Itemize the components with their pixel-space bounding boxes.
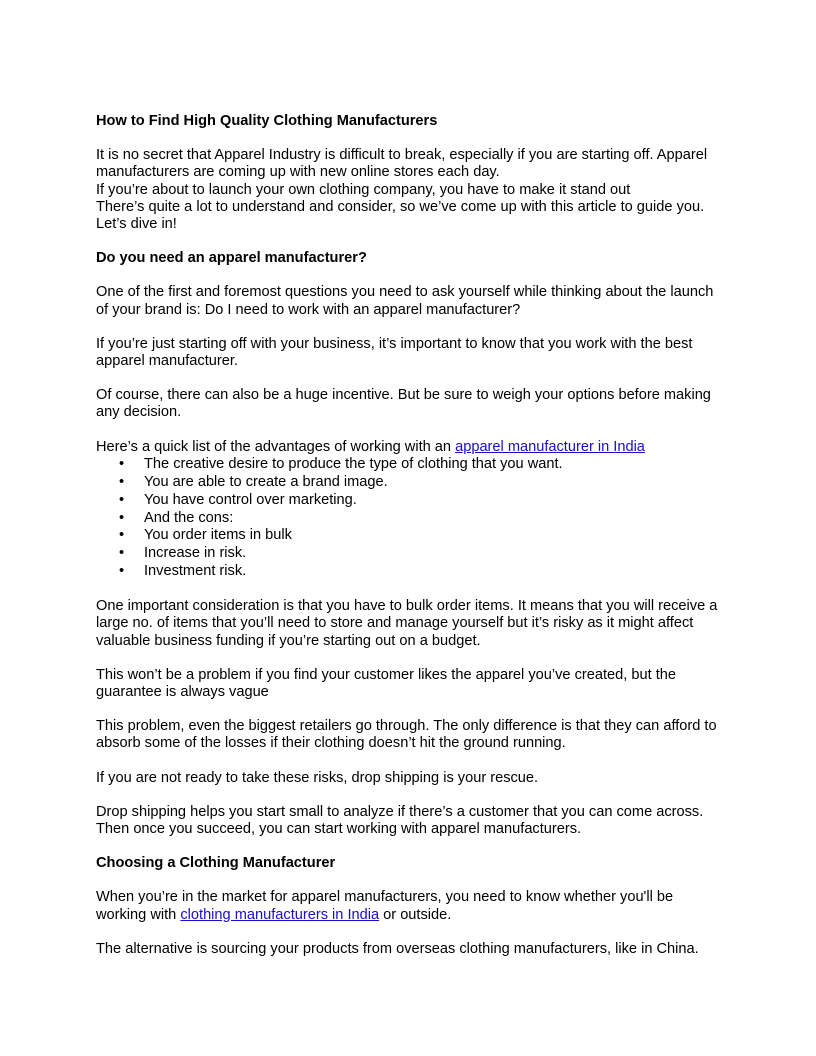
spacer	[96, 753, 720, 770]
bullet-icon: •	[119, 509, 125, 526]
paragraph-text: or outside.	[379, 906, 452, 923]
list-item-text: And the cons:	[144, 509, 234, 526]
list-item	[96, 456, 720, 474]
bullet-icon: •	[119, 455, 125, 472]
paragraph: If you are not ready to take these risks, drop shipping is your rescue.	[96, 769, 539, 786]
paragraph: Of course, there can also be a huge incentive. But be sure to weigh your options before making any decision.	[96, 387, 711, 421]
paragraph-text: When you’re in the market for apparel manufacturers, you need to know whether you'll be working with	[96, 889, 674, 923]
bullet-icon: •	[119, 563, 125, 580]
list-item	[96, 510, 720, 528]
spacer	[96, 838, 720, 855]
spacer	[96, 370, 720, 387]
list-item-text: You have control over marketing.	[144, 491, 357, 508]
list-item-text: Investment risk.	[144, 563, 247, 580]
spacer	[96, 422, 720, 439]
document-title: How to Find High Quality Clothing Manufacturers	[96, 113, 438, 129]
bullet-icon: •	[119, 491, 125, 508]
list-item-text: You are able to create a brand image.	[144, 473, 388, 490]
intro-paragraph-3: There’s quite a lot to understand and consider, so we’ve come up with this article to guide you. Let’s dive in!	[96, 198, 705, 233]
list-intro-text: Here’s a quick list of the advantages of working with an	[96, 438, 456, 455]
bullet-icon: •	[119, 473, 125, 490]
spacer	[96, 581, 720, 598]
spacer	[96, 924, 720, 941]
list-item-text: Increase in risk.	[144, 545, 247, 562]
apparel-manufacturer-link[interactable]: apparel manufacturer in India	[455, 438, 645, 455]
list-item-text: You order items in bulk	[144, 527, 292, 544]
paragraph	[96, 889, 720, 923]
bullet-icon: •	[119, 545, 125, 562]
list-item	[96, 563, 720, 581]
intro-paragraph-2: If you’re about to launch your own clothing company, you have to make it stand out	[96, 181, 631, 198]
section-heading-choosing-manufacturer: Choosing a Clothing Manufacturer	[96, 855, 336, 872]
spacer	[96, 233, 720, 250]
list-intro-paragraph	[96, 439, 720, 456]
spacer	[96, 130, 720, 147]
bullet-icon: •	[119, 527, 125, 544]
list-item	[96, 474, 720, 492]
spacer	[96, 267, 720, 284]
paragraph: This won’t be a problem if you find your customer likes the apparel you’ve created, but the guarantee is always vague	[96, 666, 677, 700]
spacer	[96, 787, 720, 804]
spacer	[96, 319, 720, 336]
advantages-list	[96, 456, 720, 581]
paragraph: One of the first and foremost questions you need to ask yourself while thinking about the launch of your brand is: Do I need to work with an apparel manufacturer?	[96, 284, 714, 318]
paragraph: The alternative is sourcing your products from overseas clothing manufacturers, like in China.	[96, 940, 699, 957]
spacer	[96, 872, 720, 889]
list-item	[96, 545, 720, 563]
list-item	[96, 492, 720, 510]
spacer	[96, 650, 720, 667]
paragraph: This problem, even the biggest retailers go through. The only difference is that they can afford to absorb some of the losses if their clothing doesn’t hit the ground running.	[96, 718, 717, 752]
paragraph: One important consideration is that you have to bulk order items. It means that you will receive a large no. of items that you’ll need to store and manage yourself but it’s risky as it might affect valuable business funding if you’re starting out on a budget.	[96, 598, 718, 649]
list-item	[96, 527, 720, 545]
intro-paragraph-1: It is no secret that Apparel Industry is difficult to break, especially if you are starting off. Apparel manufacturers are coming up with new online stores each day.	[96, 147, 708, 181]
paragraph: If you’re just starting off with your business, it’s important to know that you work with the best apparel manufacturer.	[96, 335, 693, 370]
section-heading-need-manufacturer: Do you need an apparel manufacturer?	[96, 250, 367, 267]
clothing-manufacturers-link[interactable]: clothing manufacturers in India	[180, 906, 380, 923]
paragraph: Drop shipping helps you start small to analyze if there’s a customer that you can come across. Then once you succeed, you can start working with apparel manufacturers.	[96, 803, 704, 838]
list-item-text: The creative desire to produce the type of clothing that you want.	[144, 455, 563, 472]
spacer	[96, 701, 720, 718]
document-page	[96, 113, 720, 958]
